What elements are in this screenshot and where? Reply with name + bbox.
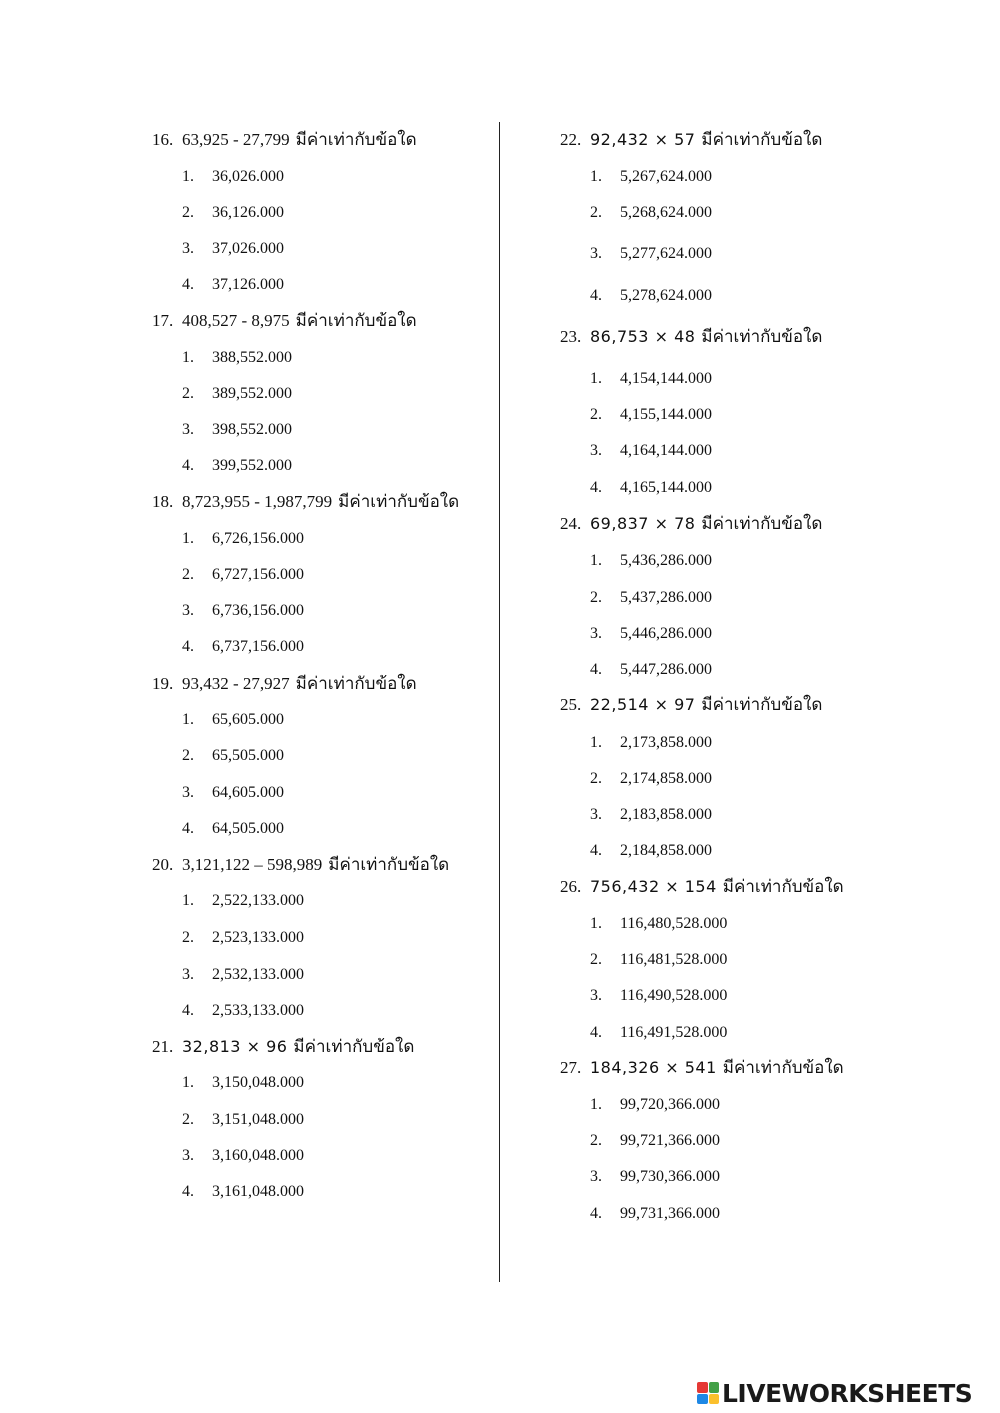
option-number: 1. [182,530,194,547]
option-value: 6,736,156.000 [212,602,304,619]
option-number: 1. [590,552,602,569]
answer-option[interactable] [590,986,727,1006]
question-26 [560,877,844,897]
answer-option[interactable] [590,441,712,461]
question-25 [560,695,822,715]
option-value: 2,532,133.000 [212,966,304,983]
option-number: 2. [590,406,602,423]
option-number: 1. [590,168,602,185]
option-number: 3. [182,1147,194,1164]
question-prompt: มีค่าเท่ากับข้อใด [701,130,823,150]
option-number: 1. [590,370,602,387]
answer-option[interactable] [590,286,712,306]
question-expression: 22,514 × 97 [590,695,696,714]
option-number: 4. [590,1024,602,1041]
option-value: 64,605.000 [212,784,284,801]
option-number: 4. [590,479,602,496]
question-number: 16. [152,130,174,149]
option-number: 1. [590,915,602,932]
option-value: 5,267,624.000 [620,168,712,185]
option-number: 2. [590,204,602,221]
option-value: 5,268,624.000 [620,204,712,221]
option-number: 2. [182,566,194,583]
question-prompt: มีค่าเท่ากับข้อใด [722,877,844,897]
option-value: 388,552.000 [212,349,292,366]
question-number: 24. [560,514,582,533]
answer-option[interactable] [182,746,284,766]
option-value: 2,522,133.000 [212,892,304,909]
answer-option[interactable] [182,965,304,985]
option-number: 4. [590,661,602,678]
option-number: 3. [590,987,602,1004]
question-number: 21. [152,1037,174,1056]
option-value: 64,505.000 [212,820,284,837]
option-value: 2,174,858.000 [620,770,712,787]
option-value: 398,552.000 [212,421,292,438]
question-expression: 32,813 × 96 [182,1037,288,1056]
option-number: 1. [590,1096,602,1113]
question-number: 23. [560,327,582,346]
option-number: 4. [182,276,194,293]
option-value: 5,277,624.000 [620,245,712,262]
option-number: 1. [182,168,194,185]
question-prompt: มีค่าเท่ากับข้อใด [338,492,460,512]
question-number: 19. [152,674,174,693]
question-expression: 3,121,122 – 598,989 [182,855,323,874]
question-prompt: มีค่าเท่ากับข้อใด [701,514,823,534]
answer-option[interactable] [590,733,712,753]
option-number: 2. [590,951,602,968]
question-prompt: มีค่าเท่ากับข้อใด [295,674,417,694]
question-number: 25. [560,695,582,714]
question-expression: 63,925 - 27,799 [182,130,290,149]
answer-option[interactable] [590,369,712,389]
option-value: 65,505.000 [212,747,284,764]
option-number: 2. [182,1111,194,1128]
question-number: 26. [560,877,582,896]
answer-option[interactable] [590,950,727,970]
question-expression: 69,837 × 78 [590,514,696,533]
option-value: 36,126.000 [212,204,284,221]
answer-option[interactable] [182,1182,304,1202]
answer-option[interactable] [182,710,284,730]
question-21 [152,1037,414,1057]
answer-option[interactable] [590,1131,720,1151]
option-value: 99,730,366.000 [620,1168,720,1185]
option-number: 1. [182,711,194,728]
option-number: 2. [590,589,602,606]
answer-option[interactable] [182,637,304,657]
answer-option[interactable] [182,420,292,440]
option-value: 399,552.000 [212,457,292,474]
option-number: 4. [182,820,194,837]
option-value: 2,173,858.000 [620,734,712,751]
option-number: 3. [590,1168,602,1185]
option-value: 116,480,528.000 [620,915,728,932]
option-number: 1. [182,892,194,909]
option-number: 4. [590,287,602,304]
logo-text: LIVEWORKSHEETS [722,1378,973,1408]
answer-option[interactable] [590,405,712,425]
column-divider [499,122,500,1282]
option-value: 5,436,286.000 [620,552,712,569]
option-value: 5,446,286.000 [620,625,712,642]
answer-option[interactable] [182,565,304,585]
question-27 [560,1058,844,1078]
answer-option[interactable] [182,167,284,187]
answer-option[interactable] [182,928,304,948]
answer-option[interactable] [182,783,284,803]
question-20 [152,855,449,875]
option-number: 4. [590,1205,602,1222]
option-value: 6,726,156.000 [212,530,304,547]
option-number: 4. [182,1183,194,1200]
option-number: 3. [590,442,602,459]
question-prompt: มีค่าเท่ากับข้อใด [293,1037,415,1057]
answer-option[interactable] [590,660,712,680]
option-value: 2,183,858.000 [620,806,712,823]
option-value: 99,721,366.000 [620,1132,720,1149]
option-value: 116,490,528.000 [620,987,728,1004]
question-prompt: มีค่าเท่ากับข้อใด [701,695,823,715]
option-number: 4. [182,638,194,655]
option-number: 2. [182,747,194,764]
option-value: 36,026.000 [212,168,284,185]
option-value: 3,160,048.000 [212,1147,304,1164]
option-value: 99,731,366.000 [620,1205,720,1222]
answer-option[interactable] [590,914,727,934]
question-prompt: มีค่าเท่ากับข้อใด [295,130,417,150]
question-18 [152,492,459,512]
option-value: 2,184,858.000 [620,842,712,859]
option-value: 5,447,286.000 [620,661,712,678]
option-value: 4,164,144.000 [620,442,712,459]
logo-mark-icon [697,1382,719,1404]
answer-option[interactable] [590,1023,727,1043]
answer-option[interactable] [182,1073,304,1093]
question-expression: 408,527 - 8,975 [182,311,290,330]
answer-option[interactable] [182,1146,304,1166]
option-value: 389,552.000 [212,385,292,402]
question-16 [152,130,417,150]
answer-option[interactable] [182,891,304,911]
option-number: 1. [590,734,602,751]
option-number: 3. [590,806,602,823]
option-value: 4,165,144.000 [620,479,712,496]
answer-option[interactable] [182,239,284,259]
option-number: 3. [182,421,194,438]
option-value: 116,491,528.000 [620,1024,728,1041]
option-number: 2. [182,385,194,402]
answer-option[interactable] [182,819,284,839]
option-number: 1. [182,349,194,366]
option-value: 2,533,133.000 [212,1002,304,1019]
question-expression: 8,723,955 - 1,987,799 [182,492,333,511]
answer-option[interactable] [590,1095,720,1115]
option-number: 3. [182,784,194,801]
option-value: 2,523,133.000 [212,929,304,946]
answer-option[interactable] [182,275,284,295]
option-number: 3. [182,240,194,257]
option-number: 2. [590,1132,602,1149]
question-expression: 184,326 × 541 [590,1058,717,1077]
answer-option[interactable] [182,601,304,621]
answer-option[interactable] [590,624,712,644]
question-23 [560,327,822,347]
answer-option[interactable] [590,244,712,264]
answer-option[interactable] [182,456,292,476]
answer-option[interactable] [590,1204,720,1224]
option-value: 37,126.000 [212,276,284,293]
option-number: 2. [182,929,194,946]
option-value: 6,737,156.000 [212,638,304,655]
answer-option[interactable] [182,1110,304,1130]
option-number: 2. [182,204,194,221]
question-number: 18. [152,492,174,511]
question-prompt: มีค่าเท่ากับข้อใด [701,327,823,347]
option-value: 4,154,144.000 [620,370,712,387]
answer-option[interactable] [182,348,292,368]
answer-option[interactable] [590,478,712,498]
question-number: 17. [152,311,174,330]
option-value: 65,605.000 [212,711,284,728]
option-number: 3. [590,625,602,642]
question-prompt: มีค่าเท่ากับข้อใด [295,311,417,331]
answer-option[interactable] [590,805,712,825]
question-expression: 93,432 - 27,927 [182,674,290,693]
answer-option[interactable] [182,529,304,549]
liveworksheets-logo [697,1378,972,1408]
option-value: 3,161,048.000 [212,1183,304,1200]
option-number: 3. [182,966,194,983]
option-value: 116,481,528.000 [620,951,728,968]
option-number: 4. [590,842,602,859]
question-expression: 756,432 × 154 [590,877,717,896]
option-value: 4,155,144.000 [620,406,712,423]
question-number: 27. [560,1058,582,1077]
answer-option[interactable] [182,203,284,223]
option-number: 4. [182,1002,194,1019]
answer-option[interactable] [590,551,712,571]
answer-option[interactable] [182,384,292,404]
question-17 [152,311,417,331]
option-number: 2. [590,770,602,787]
answer-option[interactable] [182,1001,304,1021]
option-number: 3. [590,245,602,262]
option-number: 1. [182,1074,194,1091]
question-prompt: มีค่าเท่ากับข้อใด [722,1058,844,1078]
question-number: 20. [152,855,174,874]
option-value: 99,720,366.000 [620,1096,720,1113]
option-value: 3,151,048.000 [212,1111,304,1128]
question-expression: 92,432 × 57 [590,130,696,149]
answer-option[interactable] [590,588,712,608]
option-number: 4. [182,457,194,474]
answer-option[interactable] [590,1167,720,1187]
question-number: 22. [560,130,582,149]
option-number: 3. [182,602,194,619]
option-value: 6,727,156.000 [212,566,304,583]
question-22 [560,130,822,150]
option-value: 3,150,048.000 [212,1074,304,1091]
answer-option[interactable] [590,203,712,223]
question-prompt: มีค่าเท่ากับข้อใด [328,855,450,875]
answer-option[interactable] [590,841,712,861]
option-value: 5,278,624.000 [620,287,712,304]
option-value: 37,026.000 [212,240,284,257]
question-19 [152,674,417,694]
option-value: 5,437,286.000 [620,589,712,606]
answer-option[interactable] [590,167,712,187]
answer-option[interactable] [590,769,712,789]
question-24 [560,514,822,534]
question-expression: 86,753 × 48 [590,327,696,346]
